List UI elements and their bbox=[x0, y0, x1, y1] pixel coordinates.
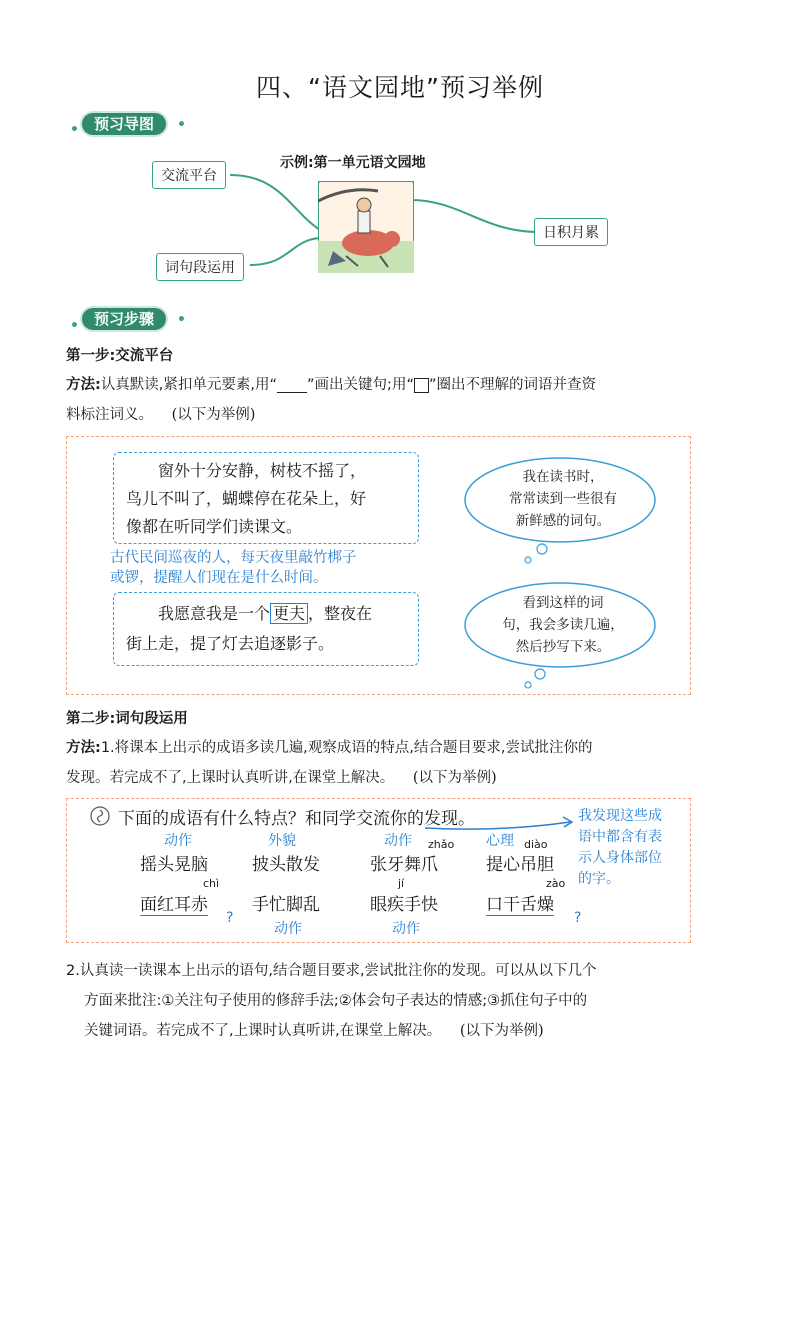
passage1-box bbox=[113, 452, 419, 544]
row1-pinyin-3: zhǎo bbox=[428, 838, 455, 851]
step1-method-part1: 认真默读,紧扣单元要素,用“ bbox=[100, 377, 278, 393]
swirl-icon bbox=[90, 806, 110, 826]
row1-pinyin-4: diào bbox=[524, 838, 548, 851]
side-note-line3: 示人身体部位 bbox=[578, 850, 662, 866]
row1-ann-4: 心理 bbox=[486, 833, 514, 849]
item2-line3: 关键词语。若完成不了,上课时认真听讲,在课堂上解决。 bbox=[84, 1023, 442, 1039]
item2-line2: 方面来批注:①关注句子使用的修辞手法;②体会句子表达的情感;③抓住句子中的 bbox=[84, 993, 588, 1009]
cloud2-line2: 句，我会多读几遍， bbox=[502, 617, 624, 633]
step1-method bbox=[66, 370, 706, 430]
passage2-post: ，整夜在 bbox=[308, 604, 373, 623]
cloud2-line3: 然后抄写下来。 bbox=[515, 639, 611, 655]
map-example-title: 示例:第一单元语文园地 bbox=[280, 155, 426, 171]
item2-text bbox=[66, 956, 716, 1046]
step2-heading: 第二步:词句段运用 bbox=[66, 711, 188, 727]
badge-dots-right: • bbox=[177, 117, 186, 133]
row2-ann-2: 动作 bbox=[274, 921, 302, 937]
passage2-boxed-word: 更夫 bbox=[270, 603, 308, 624]
row1-ann-1: 动作 bbox=[164, 833, 192, 849]
row1-ann-2: 外貌 bbox=[268, 833, 296, 849]
side-note-line2: 语中都含有表 bbox=[578, 829, 662, 845]
cloud1-line1: 我在读书时， bbox=[522, 469, 604, 485]
step1-method-part2: ”画出关键句;用“ bbox=[307, 377, 414, 393]
cloud1-text bbox=[478, 466, 648, 532]
boy-on-pig-illustration bbox=[318, 181, 414, 273]
idiom-5: 面红耳赤 bbox=[140, 890, 208, 916]
item2-example-note: (以下为举例) bbox=[459, 1023, 544, 1039]
idiom-1: 摇头晃脑 bbox=[140, 855, 208, 875]
item2-line1: 2.认真读一读课本上出示的语句,结合题目要求,尝试批注你的发现。可以从以下几个 bbox=[66, 963, 597, 979]
badge-preview-steps: 预习步骤 bbox=[82, 308, 166, 330]
underline-blank-icon bbox=[277, 378, 307, 393]
map-node-accumulation: 日积月累 bbox=[534, 218, 608, 246]
row2-pinyin-1: chì bbox=[203, 877, 220, 890]
row1-ann-3: 动作 bbox=[384, 833, 412, 849]
idiom-6: 手忙脚乱 bbox=[252, 895, 320, 915]
passage1-line3: 像都在听同学们读课文。 bbox=[126, 517, 303, 536]
handwritten-definition bbox=[110, 548, 357, 588]
step1-method-label: 方法: bbox=[66, 377, 101, 393]
step2-method bbox=[66, 733, 706, 793]
idiom-3: 张牙舞爪 bbox=[370, 855, 438, 875]
idiom-8: 口干舌燥 bbox=[486, 890, 554, 916]
badge2-dots-left: • bbox=[70, 318, 79, 334]
page-title: 四、“语文园地”预习举例 bbox=[256, 73, 544, 102]
side-note-line4: 的字。 bbox=[578, 871, 620, 887]
passage2-pre: 我愿意我是一个 bbox=[158, 604, 271, 623]
question-mark-1: ? bbox=[226, 910, 234, 926]
idiom-side-note bbox=[578, 806, 662, 890]
row2-ann-3: 动作 bbox=[392, 921, 420, 937]
badge-dots-left: • bbox=[70, 122, 79, 138]
passage1-line1: 窗外十分安静，树枝不摇了， bbox=[158, 461, 367, 480]
idiom-7: 眼疾手快 bbox=[370, 895, 438, 915]
passage2-box bbox=[113, 592, 419, 666]
step1-method-part3: ”圈出不理解的词语并查资 bbox=[428, 377, 596, 393]
idiom-question: 下面的成语有什么特点？和同学交流你的发现。 bbox=[118, 809, 475, 829]
step2-example-note: (以下为举例) bbox=[412, 770, 497, 786]
map-node-exchange: 交流平台 bbox=[152, 161, 226, 189]
idiom-4: 提心吊胆 bbox=[486, 855, 554, 875]
step1-heading: 第一步:交流平台 bbox=[66, 348, 174, 364]
square-box-icon bbox=[414, 378, 429, 393]
map-node-sentences: 词句段运用 bbox=[156, 253, 244, 281]
step2-method-label: 方法: bbox=[66, 740, 101, 756]
step1-example-note: (以下为举例) bbox=[171, 407, 256, 423]
step1-method-line2: 料标注词义。 bbox=[66, 407, 153, 423]
cloud2-line1: 看到这样的词 bbox=[522, 595, 604, 611]
passage2-line2: 街上走，提了灯去追逐影子。 bbox=[126, 634, 335, 653]
row2-pinyin-3: jí bbox=[398, 877, 405, 890]
handnote-line2: 或锣，提醒人们现在是什么时间。 bbox=[110, 570, 328, 586]
step2-method-line2: 发现。若完成不了,上课时认真听讲,在课堂上解决。 bbox=[66, 770, 395, 786]
row2-pinyin-4: zào bbox=[546, 877, 566, 890]
idiom-2: 披头散发 bbox=[252, 855, 320, 875]
question-mark-2: ? bbox=[574, 910, 582, 926]
step2-method-line1: 1.将课本上出示的成语多读几遍,观察成语的特点,结合题目要求,尝试批注你的 bbox=[100, 740, 593, 756]
passage1-line2: 鸟儿不叫了，蝴蝶停在花朵上，好 bbox=[126, 489, 367, 508]
cloud1-line3: 新鲜感的词句。 bbox=[515, 513, 611, 529]
side-note-line1: 我发现这些成 bbox=[578, 808, 662, 824]
badge-preview-map: 预习导图 bbox=[82, 113, 166, 135]
cloud1-line2: 常常读到一些很有 bbox=[509, 491, 617, 507]
handnote-line1: 古代民间巡夜的人，每天夜里敲竹梆子 bbox=[110, 550, 357, 566]
badge2-dots-right: • bbox=[177, 312, 186, 328]
cloud2-text bbox=[478, 592, 648, 658]
